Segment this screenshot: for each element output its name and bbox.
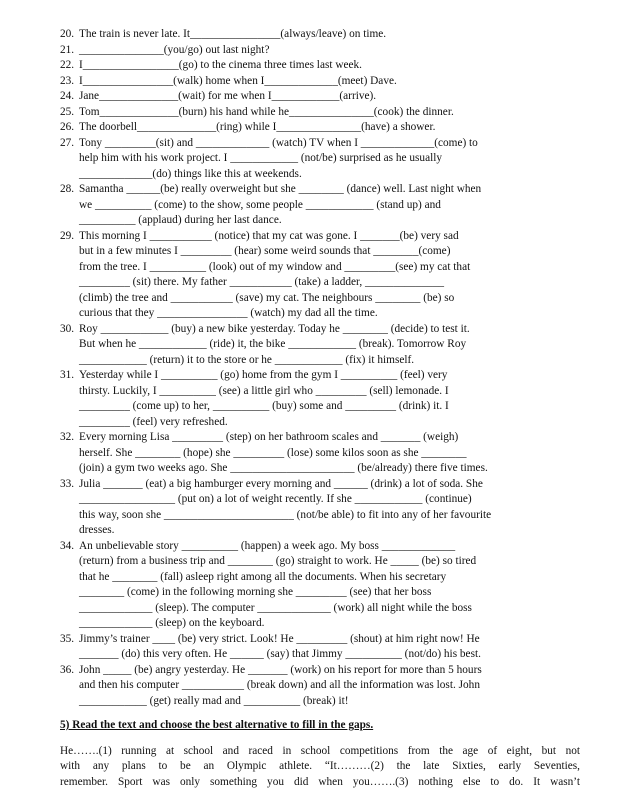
exercise-list — [60, 27, 580, 709]
exercise-line: ________ (come) in the following morning she _________ (see) that her boss — [79, 586, 432, 598]
exercise-text — [79, 632, 580, 663]
exercise-line: Jimmy’s trainer ____ (be) very strict. Look! He _________ (shout) at him right now! He — [79, 632, 480, 645]
exercise-number: 36. — [60, 663, 75, 676]
exercise-line: The train is never late. It________________(always/leave) on time. — [79, 28, 387, 40]
exercise-line: _________ (sit) there. My father ___________ (take) a ladder, ______________ — [79, 276, 445, 288]
exercise-item — [60, 632, 580, 663]
exercise-number: 35. — [60, 632, 75, 645]
exercise-item — [60, 89, 580, 105]
exercise-item — [60, 430, 580, 477]
exercise-line: Every morning Lisa _________ (step) on her bathroom scales and _______ (weigh) — [79, 431, 459, 443]
exercise-line: curious that they ________________ (watch) my dad all the time. — [79, 307, 378, 319]
exercise-text — [79, 229, 580, 322]
exercise-text — [79, 43, 580, 59]
exercise-item — [60, 229, 580, 322]
exercise-number: 26. — [60, 121, 75, 133]
exercise-line: dresses. — [79, 524, 115, 536]
exercise-text — [79, 368, 580, 430]
exercise-text — [79, 430, 580, 477]
section-5-heading: 5) Read the text and choose the best alternative to fill in the gaps. — [60, 719, 374, 731]
exercise-line: from the tree. I __________ (look) out of my window and _________(see) my cat that — [79, 260, 471, 273]
exercise-line: Yesterday while I __________ (go) home from the gym I __________ (feel) very — [79, 369, 448, 381]
section-5-paragraph — [60, 744, 580, 791]
exercise-line: this way, soon she _______________________ (not/be able) to fit into any of her favourite — [79, 508, 492, 521]
exercise-item — [60, 539, 580, 632]
exercise-line: I_________________(go) to the cinema three times last week. — [79, 59, 362, 71]
exercise-line: ____________ (return) it to the store or he ____________ (fix) it himself. — [79, 353, 415, 366]
exercise-line: _____________ (sleep) on the keyboard. — [79, 617, 265, 629]
exercise-number: 29. — [60, 229, 75, 242]
exercise-line: _________________ (put on) a lot of weight recently. If she ____________ (continue) — [79, 493, 472, 505]
exercise-line: __________ (applaud) during her last dance. — [79, 214, 282, 226]
exercise-text — [79, 136, 580, 183]
exercise-line: help him with his work project. I ____________ (not/be) surprised as he usually — [79, 152, 443, 164]
exercise-line: and then his computer ___________ (break down) and all the information was lost. John — [79, 679, 480, 691]
exercise-line: Samantha ______(be) really overweight but she ________ (dance) well. Last night when — [79, 183, 482, 195]
exercise-line: thirsty. Luckily, I __________ (see) a little girl who _________ (sell) lemonade. I — [79, 384, 449, 397]
exercise-number: 25. — [60, 105, 75, 118]
exercise-item — [60, 105, 580, 121]
exercise-line: that he ________ (fall) asleep right among all the documents. When his secretary — [79, 570, 447, 583]
exercise-line: This morning I ___________ (notice) that my cat was gone. I _______(be) very sad — [79, 229, 459, 242]
exercise-item — [60, 182, 580, 229]
exercise-number: 32. — [60, 431, 75, 443]
exercise-item — [60, 27, 580, 43]
exercise-line: I________________(walk) home when I_____________(meet) Dave. — [79, 74, 397, 87]
exercise-line: (join) a gym two weeks ago. She ______________________ (be/already) there five times. — [79, 462, 488, 474]
exercise-number: 31. — [60, 369, 75, 381]
section-5 — [60, 718, 580, 790]
exercise-line: Jane______________(wait) for me when I____________(arrive). — [79, 90, 377, 102]
exercise-text — [79, 322, 580, 369]
exercise-number: 24. — [60, 90, 75, 102]
exercise-line: (return) from a business trip and ________ (go) straight to work. He _____ (be) so tired — [79, 555, 477, 567]
exercise-line: Tom______________(burn) his hand while he_______________(cook) the dinner. — [79, 105, 454, 118]
exercise-line: but in a few minutes I _________ (hear) some weird sounds that ________(come) — [79, 245, 451, 257]
exercise-text — [79, 27, 580, 43]
paragraph-line: with any plans to be an Olympic athlete. “It………(2) the late Sixties, early Seventies, — [60, 760, 580, 772]
exercise-number: 34. — [60, 539, 75, 552]
exercise-line: Tony _________(sit) and _____________ (watch) TV when I _____________(come) to — [79, 136, 478, 149]
exercise-item — [60, 368, 580, 430]
exercise-item — [60, 120, 580, 136]
exercise-text — [79, 120, 580, 136]
exercise-number: 21. — [60, 43, 75, 56]
exercise-item — [60, 663, 580, 710]
exercise-number: 20. — [60, 28, 75, 40]
exercise-line: _________ (come up) to her, __________ (buy) some and _________ (drink) it. I — [79, 400, 449, 412]
exercise-item — [60, 58, 580, 74]
exercise-number: 30. — [60, 322, 75, 335]
exercise-line: Julia _______ (eat) a big hamburger every morning and ______ (drink) a lot of soda. She — [79, 477, 483, 490]
exercise-line: The doorbell______________(ring) while I_______________(have) a shower. — [79, 121, 436, 133]
exercise-number: 27. — [60, 136, 75, 149]
exercise-line: An unbelievable story __________ (happen) a week ago. My boss _____________ — [79, 539, 456, 552]
exercise-line: _____________ (sleep). The computer _____________ (work) all night while the boss — [79, 601, 472, 614]
exercise-line: John _____ (be) angry yesterday. He _______ (work) on his report for more than 5 hours — [79, 663, 482, 676]
exercise-number: 23. — [60, 74, 75, 87]
exercise-line: _______ (do) this very often. He ______ (say) that Jimmy __________ (not/do) his best. — [79, 648, 481, 660]
paragraph-line: He…….(1) running at school and raced in school competitions from the age of eight, but not — [60, 744, 580, 757]
exercise-number: 28. — [60, 183, 75, 195]
exercise-number: 22. — [60, 59, 75, 71]
exercise-text — [79, 89, 580, 105]
exercise-text — [79, 477, 580, 539]
exercise-item — [60, 136, 580, 183]
exercise-item — [60, 477, 580, 539]
exercise-text — [79, 58, 580, 74]
exercise-line: we __________ (come) to the show, some people ____________ (stand up) and — [79, 198, 441, 211]
exercise-line: _____________(do) things like this at weekends. — [79, 167, 302, 180]
exercise-line: (climb) the tree and ___________ (save) my cat. The neighbours ________ (be) so — [79, 291, 455, 304]
exercise-item — [60, 322, 580, 369]
exercise-text — [79, 182, 580, 229]
exercise-line: Roy ____________ (buy) a new bike yesterday. Today he ________ (decide) to test it. — [79, 322, 470, 335]
exercise-line: _______________(you/go) out last night? — [79, 43, 270, 56]
exercise-text — [79, 539, 580, 632]
exercise-line: _________ (feel) very refreshed. — [79, 415, 228, 428]
exercise-text — [79, 74, 580, 90]
exercise-text — [79, 663, 580, 710]
exercise-item — [60, 74, 580, 90]
exercise-line: herself. She ________ (hope) she _________ (lose) some kilos soon as she ________ — [79, 446, 467, 459]
exercise-number: 33. — [60, 477, 75, 490]
exercise-line: ____________ (get) really mad and __________ (break) it! — [79, 694, 349, 707]
exercise-text — [79, 105, 580, 121]
exercise-line: But when he ____________ (ride) it, the bike ____________ (break). Tomorrow Roy — [79, 338, 467, 350]
exercise-item — [60, 43, 580, 59]
paragraph-line: remember. Sport was only something you did when you…….(3) nothing else to do. It wasn’t — [60, 775, 580, 788]
